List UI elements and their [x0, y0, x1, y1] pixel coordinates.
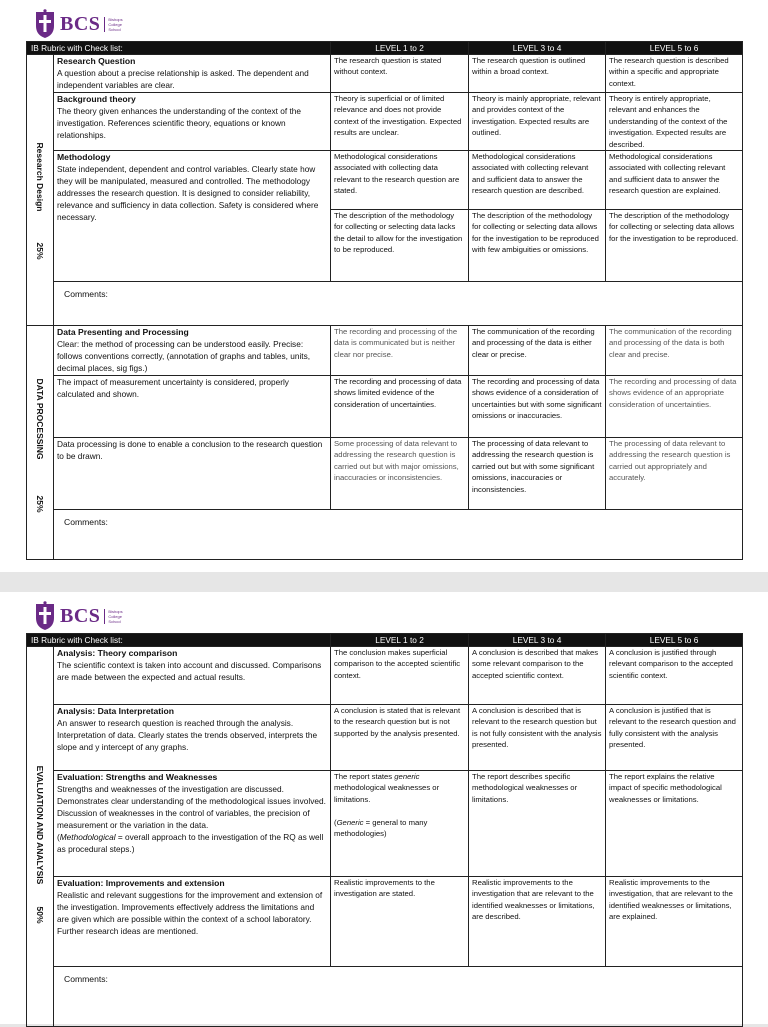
- criterion-title: Methodology: [57, 152, 111, 163]
- criterion-cell: [54, 151, 331, 282]
- level-1-cell: Some processing of data relevant to addressing the research question is carried out but with major omissions, inaccuracies or inconsistencies.: [331, 438, 469, 510]
- level-5-cell: Methodological considerations associated with collecting relevant and sufficient data to answer the research question are explained.: [606, 151, 743, 210]
- criterion-cell: [54, 376, 331, 438]
- comments-row: [27, 510, 743, 560]
- criterion-cell: [54, 55, 331, 93]
- level-3-cell: The processing of data relevant to addressing the research question is carried out but with some significant omissions, inaccuracies or inconsistencies.: [469, 438, 606, 510]
- logo-subtext: Bishops College School: [104, 17, 130, 32]
- level-1-cell: A conclusion is stated that is relevant to the research question but is not supported by the analysis presented.: [331, 705, 469, 771]
- level-5-cell: The recording and processing of data shows evidence of an appropriate consideration of uncertainties.: [606, 376, 743, 438]
- level-3-cell: The description of the methodology for collecting or selecting data allows for the investigation to be reproduced with few ambiguities or omissions.: [469, 210, 606, 282]
- criterion-row-theory-comparison: [27, 647, 743, 705]
- level-5-cell: Realistic improvements to the investigation, that are relevant to the identified weaknesses or limitations, are explained.: [606, 877, 743, 967]
- logo-text: BCS: [60, 12, 101, 35]
- comments-field[interactable]: Comments:: [54, 967, 743, 1027]
- criterion-title: Background theory: [57, 94, 136, 104]
- level-5-cell: The research question is described within a specific and appropriate context.: [606, 55, 743, 93]
- section-label: DATA PROCESSING: [35, 378, 45, 460]
- criterion-note: [57, 832, 323, 854]
- level-5-cell: The description of the methodology for collecting or selecting data allows for the investigation to be reproduced.: [606, 210, 743, 282]
- level-3-cell: The report describes specific methodological weaknesses or limitations.: [469, 771, 606, 877]
- section-label: EVALUATION AND ANALYSIS: [35, 765, 45, 885]
- note-open: (: [57, 832, 60, 842]
- criterion-desc: The impact of measurement uncertainty is considered, properly calculated and shown.: [57, 377, 289, 400]
- school-logo: [34, 598, 130, 634]
- level-3-cell: Realistic improvements to the investigation that are relevant to the identified weaknesses or limitations, are described.: [469, 877, 606, 967]
- level-1-header: LEVEL 1 to 2: [331, 634, 469, 647]
- note-emphasis: Methodological: [59, 832, 116, 842]
- logo-subtext: Bishops College School: [104, 609, 130, 624]
- criterion-desc: State independent, dependent and control variables. Clearly state how they will be manipulated, measured and controlled. The methodology addresses the research question. It is designed to consider reliability, relevance and sufficiency in data collection. Safety is considered where necessary.: [57, 164, 319, 223]
- criterion-row-conclusion: [27, 438, 743, 510]
- criterion-row-data-presenting: [27, 326, 743, 376]
- section-evaluation-analysis: [27, 647, 54, 1027]
- rubric-title: IB Rubric with Check list:: [27, 42, 331, 55]
- rubric-title: IB Rubric with Check list:: [27, 634, 331, 647]
- level-5-cell: A conclusion is justified that is relevant to the research question and fully consistent with the analysis presented.: [606, 705, 743, 771]
- criterion-cell: [54, 438, 331, 510]
- criterion-title: Analysis: Theory comparison: [57, 648, 178, 658]
- level-3-cell: A conclusion is described that is relevant to the research question but is not fully consistent with the analysis presented.: [469, 705, 606, 771]
- rubric-header-row: [27, 42, 743, 55]
- criterion-desc: Data processing is done to enable a conclusion to the research question to be drawn.: [57, 439, 323, 462]
- section-weight: 50%: [35, 906, 45, 924]
- level-5-cell: The communication of the recording and processing of the data is both clear and precise.: [606, 326, 743, 376]
- level-1-cell: The research question is stated without context.: [331, 55, 469, 93]
- comments-row: [27, 282, 743, 326]
- criterion-title: Analysis: Data Interpretation: [57, 706, 174, 716]
- shield-icon: [34, 9, 56, 39]
- criterion-desc: The scientific context is taken into account and discussed. Comparisons are made between the expected and actual results.: [57, 660, 322, 682]
- criterion-row-strengths-weaknesses: [27, 771, 743, 877]
- criterion-cell: [54, 93, 331, 151]
- level-3-cell: The communication of the recording and processing of the data is either clear or precise.: [469, 326, 606, 376]
- criterion-desc: Strengths and weaknesses of the investigation are discussed. Demonstrates clear understanding of the methodological issues involved. Discussion of weaknesses in the control of variables, the precision of measurement or the variation in the data.: [57, 784, 326, 830]
- criterion-row-data-interpretation: [27, 705, 743, 771]
- criterion-row-uncertainty: [27, 376, 743, 438]
- comments-field[interactable]: Comments:: [54, 282, 743, 326]
- comments-field[interactable]: Comments:: [54, 510, 743, 560]
- criterion-desc: The theory given enhances the understanding of the context of the investigation. References scientific theory, equations or known relationships.: [57, 106, 302, 140]
- criterion-cell: [54, 326, 331, 376]
- level-text: methodological weaknesses or limitations.: [334, 783, 440, 804]
- rubric-table-evaluation: [26, 633, 743, 1027]
- criterion-cell: [54, 647, 331, 705]
- criterion-cell: [54, 771, 331, 877]
- section-weight: 25%: [35, 242, 45, 260]
- level-3-cell: Theory is mainly appropriate, relevant and provides context of the investigation. Expected results are outlined.: [469, 93, 606, 151]
- note-text: = overall approach to the investigation of the RQ as well as procedural steps.): [57, 832, 324, 854]
- criterion-row-improvements: [27, 877, 743, 967]
- level-1-header: LEVEL 1 to 2: [331, 42, 469, 55]
- level-1-cell: Methodological considerations associated with collecting data relevant to the research question are stated.: [331, 151, 469, 210]
- level-5-header: LEVEL 5 to 6: [606, 42, 743, 55]
- criterion-title: Research Question: [57, 56, 136, 66]
- section-data-processing: [27, 326, 54, 560]
- criterion-desc: Realistic and relevant suggestions for the improvement and extension of the investigation. Improvements effectively address the limitations and are given which are possible within the context of a school laboratory. Further research ideas are mentioned.: [57, 890, 323, 936]
- level-1-cell: The conclusion makes superficial comparison to the accepted scientific context.: [331, 647, 469, 705]
- criterion-row-background-theory: [27, 93, 743, 151]
- criterion-cell: [54, 877, 331, 967]
- level-1-cell: The recording and processing of data shows limited evidence of the consideration of uncertainties.: [331, 376, 469, 438]
- shield-icon: [34, 601, 56, 631]
- note-open: (: [334, 817, 337, 827]
- level-3-cell: The recording and processing of data shows evidence of a consideration of uncertainties but with some significant omissions or inaccuracies.: [469, 376, 606, 438]
- logo-text: BCS: [60, 604, 101, 627]
- criterion-desc: Clear: the method of processing can be understood easily. Precise: follows conventions correctly, (annotation of graphs and tables, units, decimal places, sig figs.): [57, 339, 311, 374]
- level-1-cell: [331, 771, 469, 877]
- criterion-title: Evaluation: Improvements and extension: [57, 878, 225, 888]
- level-1-cell: The recording and processing of the data is communicated but is neither clear nor precise.: [331, 326, 469, 376]
- level-5-cell: The report explains the relative impact of specific methodological weaknesses or limitations.: [606, 771, 743, 877]
- section-label: Research Design: [35, 142, 45, 211]
- criterion-title: Data Presenting and Processing: [57, 327, 189, 338]
- criterion-desc: An answer to research question is reached through the analysis. Interpretation of data. Clearly states the trends observed, interprets the slope and y intercept of any graphs.: [57, 718, 318, 752]
- school-logo: [34, 6, 130, 42]
- level-3-header: LEVEL 3 to 4: [469, 634, 606, 647]
- level-emphasis: generic: [394, 772, 420, 781]
- section-research-design: [27, 55, 54, 326]
- rubric-table-research-design: [26, 41, 743, 560]
- note-emphasis: Generic: [336, 817, 364, 827]
- criterion-title: Evaluation: Strengths and Weaknesses: [57, 772, 218, 782]
- rubric-header-row: [27, 634, 743, 647]
- level-text: The report states: [334, 772, 395, 781]
- level-5-cell: A conclusion is justified through relevant comparison to the accepted scientific context.: [606, 647, 743, 705]
- level-3-cell: The research question is outlined within a broad context.: [469, 55, 606, 93]
- section-weight: 25%: [35, 495, 45, 513]
- level-1-cell: The description of the methodology for collecting or selecting data lacks the detail to allow for the investigation to be reproduced.: [331, 210, 469, 282]
- level-5-header: LEVEL 5 to 6: [606, 634, 743, 647]
- level-1-cell: Realistic improvements to the investigation are stated.: [331, 877, 469, 967]
- rubric-page-2: [0, 592, 768, 1024]
- level-1-cell: Theory is superficial or of limited relevance and does not provide context of the investigation. Expected results are unclear.: [331, 93, 469, 151]
- note-text: = general to many methodologies): [334, 817, 428, 839]
- criterion-row-research-question: [27, 55, 743, 93]
- level-3-cell: A conclusion is described that makes some relevant comparison to the accepted scientific context.: [469, 647, 606, 705]
- level-5-cell: The processing of data relevant to addressing the research question is carried out appropriately and accurately.: [606, 438, 743, 510]
- criterion-row-methodology: [27, 151, 743, 210]
- criterion-desc: A question about a precise relationship is asked. The dependent and independent variables are clear.: [57, 68, 309, 90]
- level-3-cell: Methodological considerations associated with collecting relevant and sufficient data to answer the research question are described.: [469, 151, 606, 210]
- criterion-cell: [54, 705, 331, 771]
- comments-row: [27, 967, 743, 1027]
- level-5-cell: Theory is entirely appropriate, relevant and enhances the understanding of the context of the investigation. Expected results are described.: [606, 93, 743, 151]
- level-3-header: LEVEL 3 to 4: [469, 42, 606, 55]
